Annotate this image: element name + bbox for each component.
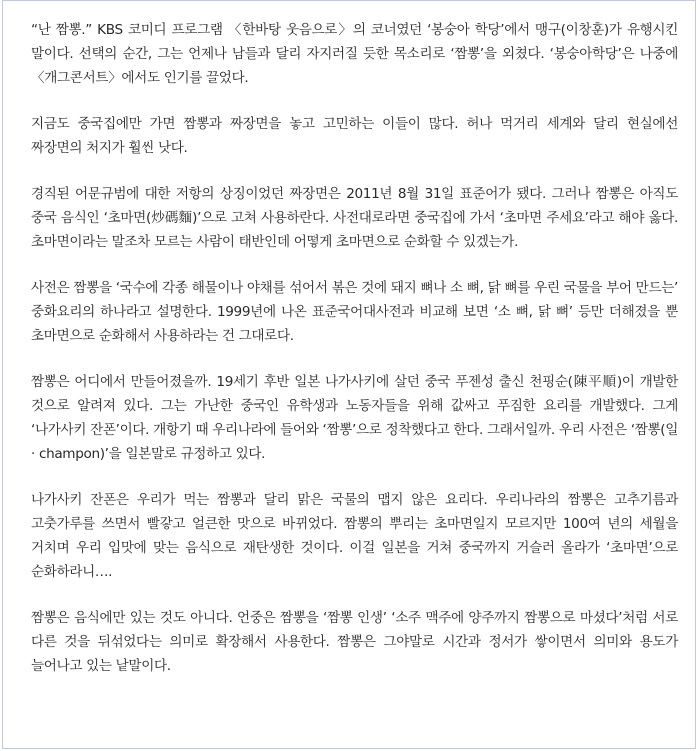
article-paragraph-2: 지금도 중국집에만 가면 짬뽕과 짜장면을 놓고 고민하는 이들이 많다. 허나 먹거리 세계와 달리 현실에선 짜장면의 처지가 훨씬 낫다.	[31, 116, 678, 156]
article-paragraph-7: 짬뽕은 음식에만 있는 것도 아니다. 언중은 짬뽕을 ‘짬뽕 인생’ ‘소주 맥주에 양주까지 짬뽕으로 마셨다’처럼 서로 다른 것을 뒤섞었다는 의미로 확장해서 사용한다. 짬뽕은 그야말로 시간과 정서가 쌓이면서 의미와 용도가 늘어나고 있는 낱말이다.	[31, 610, 678, 674]
article-body	[31, 18, 678, 700]
article-paragraph-3: 경직된 어문규범에 대한 저항의 상징이었던 짜장면은 2011년 8월 31일 표준어가 됐다. 그러나 짬뽕은 아직도 중국 음식인 ‘초마면(炒碼麵)’으로 고쳐 사용하란다. 사전대로라면 중국집에 가서 ‘초마면 주세요’라고 해야 옳다. 초마면이라는 말조차 모르는 사람이 태반인데 어떻게 초마면으로 순화할 수 있겠는가.	[31, 186, 678, 250]
article-paragraph-5: 짬뽕은 어디에서 만들어졌을까. 19세기 후반 일본 나가사키에 살던 중국 푸젠성 출신 천핑순(陳平順)이 개발한 것으로 알려져 있다. 그는 가난한 중국인 유학생과 노동자들을 위해 값싸고 푸짐한 요리를 개발했다. 그게 ‘나가사키 잔폰’이다. 개항기 때 우리나라에 들어와 ‘짬뽕’으로 정착했다고 한다. 그래서일까. 우리 사전은 ‘짬뽕(일 · champon)’을 일본말로 규정하고 있다.	[31, 374, 678, 462]
article-paragraph-1: “난 짬뽕.” KBS 코미디 프로그램 〈한바탕 웃음으로〉의 코너였던 ‘봉숭아 학당’에서 맹구(이창훈)가 유행시킨 말이다. 선택의 순간, 그는 언제나 남들과 달리 자지러질 듯한 목소리로 ‘짬뽕’을 외쳤다. ‘봉숭아학당’은 나중에 〈개그콘서트〉에서도 인기를 끌었다.	[31, 22, 678, 86]
article-paragraph-6: 나가사키 잔폰은 우리가 먹는 짬뽕과 달리 맑은 국물의 맵지 않은 요리다. 우리나라의 짬뽕은 고추기름과 고춧가루를 쓰면서 빨갛고 얼큰한 맛으로 바뀌었다. 짬뽕의 뿌리는 초마면일지 모르지만 100여 년의 세월을 거치며 우리 입맛에 맞는 음식으로 재탄생한 것이다. 이걸 일본을 거쳐 중국까지 거슬러 올라가 ‘초마면’으로 순화하라니….	[31, 492, 678, 580]
article-paragraph-4: 사전은 짬뽕을 ‘국수에 각종 해물이나 야채를 섞어서 볶은 것에 돼지 뼈나 소 뼈, 닭 뼈를 우린 국물을 부어 만드는’ 중화요리의 하나라고 설명한다. 1999년에 나온 표준국어대사전과 비교해 보면 ‘소 뼈, 닭 뼈’ 등만 더해졌을 뿐 초마면으로 순화해서 사용하라는 건 그대로다.	[31, 280, 678, 344]
